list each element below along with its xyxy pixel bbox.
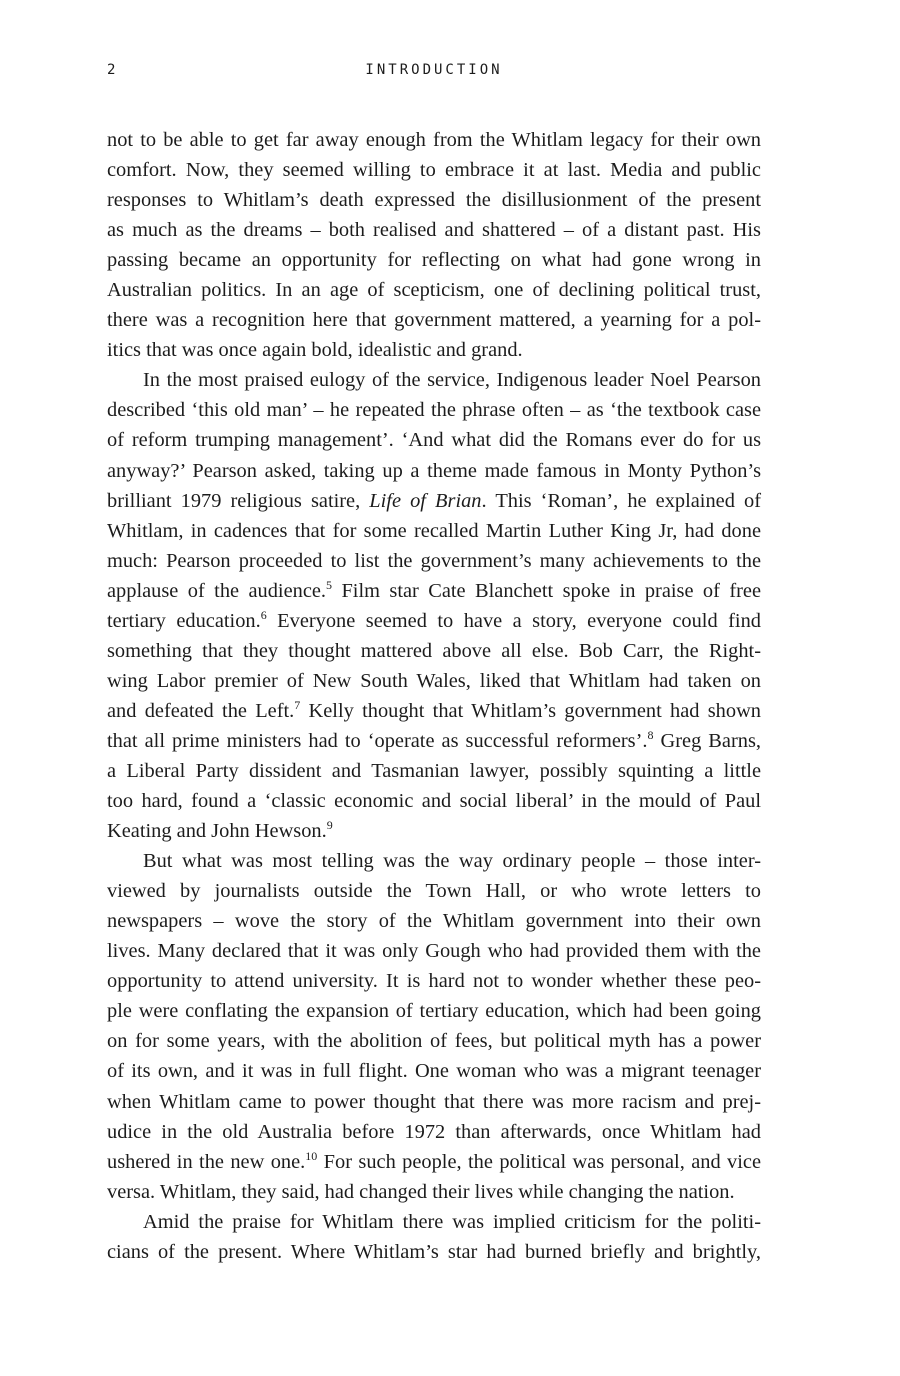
book-title: Life of Brian xyxy=(369,489,482,512)
paragraph xyxy=(107,846,761,1207)
text-line: ushered in the new one.$^{10}$ For such people, the political was personal, and vice xyxy=(107,1148,761,1173)
text-line: But what was most telling was the way ordinary people – those inter- xyxy=(143,850,761,873)
text-line: opportunity to attend university. It is hard not to wonder whether these peo- xyxy=(107,970,761,993)
text-line: tertiary education.$^6$ Everyone seemed to have a story, everyone could find xyxy=(107,607,761,632)
text-line: there was a recognition here that government mattered, a yearning for a pol- xyxy=(107,309,761,332)
text-line: when Whitlam came to power thought that there was more racism and prej- xyxy=(107,1090,761,1113)
footnote-ref: 5 xyxy=(326,577,333,592)
text-line: of reform trumping management’. ‘And what did the Romans ever do for us xyxy=(107,429,761,452)
text-line: of its own, and it was in full flight. One woman who was a migrant teenager xyxy=(107,1060,761,1083)
page-number: 2 xyxy=(107,62,117,78)
text-line: much: Pearson proceeded to list the government’s many achievements to the xyxy=(107,549,761,572)
text-line: a Liberal Party dissident and Tasmanian lawyer, possibly squinting a little xyxy=(107,759,761,782)
text-line: and defeated the Left.$^7$ Kelly thought that Whitlam’s government had shown xyxy=(107,697,761,722)
text-line: itics that was once again bold, idealistic and grand. xyxy=(107,339,523,362)
text-line: anyway?’ Pearson asked, taking up a theme made famous in Monty Python’s xyxy=(107,459,761,482)
text-line: described ‘this old man’ – he repeated the phrase often – as ‘the textbook case xyxy=(107,399,761,422)
body-text xyxy=(107,125,761,1267)
text-line: too hard, found a ‘classic economic and social liberal’ in the mould of Paul xyxy=(107,790,761,813)
text-line: something that they thought mattered above all else. Bob Carr, the Right- xyxy=(107,639,761,662)
text-line: wing Labor premier of New South Wales, liked that Whitlam had taken on xyxy=(107,669,761,692)
paragraph xyxy=(107,365,761,846)
text-line: Amid the praise for Whitlam there was implied criticism for the politi- xyxy=(143,1210,761,1233)
footnote-ref: 10 xyxy=(305,1148,318,1163)
text-line: comfort. Now, they seemed willing to embrace it at last. Media and public xyxy=(107,159,761,182)
text-line: newspapers – wove the story of the Whitlam government into their own xyxy=(107,910,761,933)
running-head: INTRODUCTION xyxy=(365,62,503,78)
footnote-ref: 7 xyxy=(294,697,301,712)
text-line: lives. Many declared that it was only Gough who had provided them with the xyxy=(107,940,761,963)
text-line: versa. Whitlam, they said, had changed their lives while changing the nation. xyxy=(107,1180,735,1203)
text-line: passing became an opportunity for reflecting on what had gone wrong in xyxy=(107,249,761,272)
text-line: cians of the present. Where Whitlam’s star had burned briefly and brightly, xyxy=(107,1240,761,1263)
text-line: Keating and John Hewson.$^9$ xyxy=(107,818,333,843)
text-line: Whitlam, in cadences that for some recalled Martin Luther King Jr, had done xyxy=(107,519,761,542)
paragraph xyxy=(107,125,761,365)
text-line: responses to Whitlam’s death expressed the disillusionment of the present xyxy=(107,189,761,212)
text-line: as much as the dreams – both realised and shattered – of a distant past. His xyxy=(107,219,761,242)
text-line: brilliant 1979 religious satire, Life of Brian. This ‘Roman’, he explained of xyxy=(107,489,761,512)
text-line: applause of the audience.$^5$ Film star Cate Blanchett spoke in praise of free xyxy=(107,577,762,602)
text-line: In the most praised eulogy of the service, Indigenous leader Noel Pearson xyxy=(143,369,761,392)
footnote-ref: 9 xyxy=(326,818,333,833)
text-line: that all prime ministers had to ‘operate as successful reformers’.$^8$ Greg Barns, xyxy=(107,727,761,752)
paragraph xyxy=(107,1207,761,1267)
page-header xyxy=(107,62,761,86)
text-line: not to be able to get far away enough from the Whitlam legacy for their own xyxy=(107,129,761,151)
text-line: udice in the old Australia before 1972 than afterwards, once Whitlam had xyxy=(107,1120,761,1143)
footnote-ref: 6 xyxy=(260,607,267,622)
text-line: Australian politics. In an age of scepticism, one of declining political trust, xyxy=(107,279,761,302)
text-line: ple were conflating the expansion of tertiary education, which had been going xyxy=(107,1000,761,1023)
text-line: viewed by journalists outside the Town Hall, or who wrote letters to xyxy=(107,880,761,903)
footnote-ref: 8 xyxy=(647,727,654,742)
text-line: on for some years, with the abolition of fees, but political myth has a power xyxy=(107,1030,761,1053)
